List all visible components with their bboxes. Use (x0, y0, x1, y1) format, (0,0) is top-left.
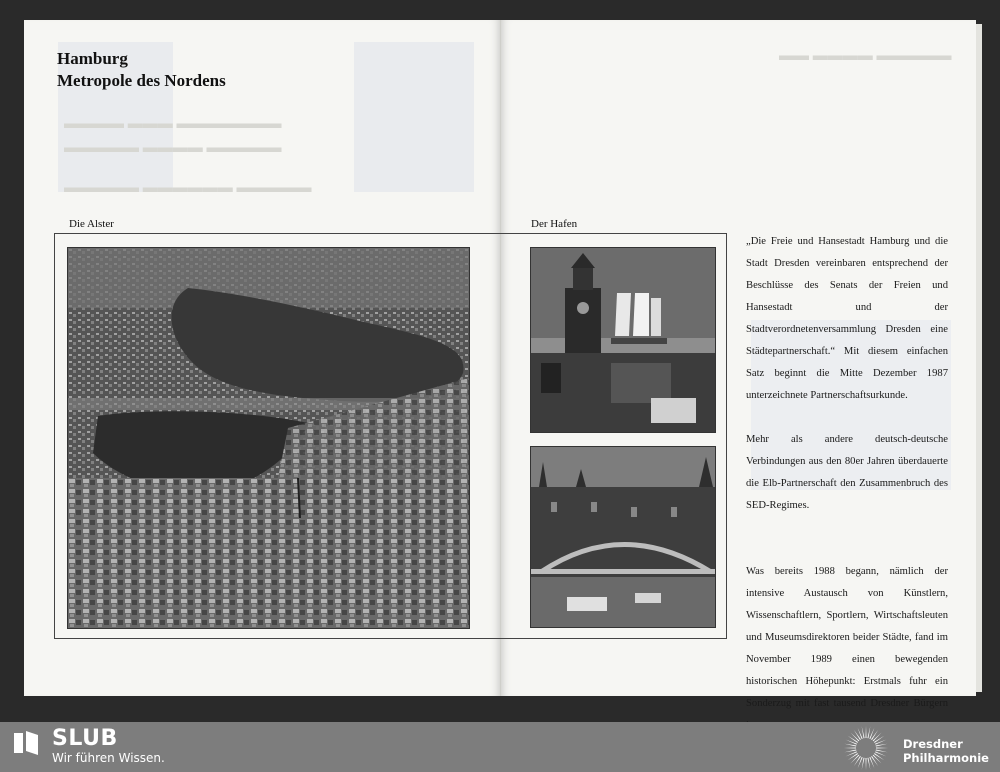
sunburst-ray (866, 726, 867, 738)
caption-hafen: Der Hafen (531, 218, 578, 230)
bleed-through-image (354, 42, 474, 192)
sunburst-ray (873, 755, 882, 764)
sunburst-ray (862, 726, 865, 738)
partner-name-line-1: Dresdner (903, 737, 963, 751)
frame-line-left (54, 233, 55, 639)
sunburst-ray (875, 751, 886, 756)
sunburst-ray (867, 758, 870, 770)
frame-line-top (54, 233, 727, 234)
sunburst-ray (854, 756, 861, 766)
frame-line-right (726, 233, 727, 639)
sunburst-ray (874, 753, 884, 760)
sunburst-ray (854, 730, 861, 740)
title-line-2: Metropole des Nordens (57, 71, 226, 90)
hafen-tower-photo (530, 247, 716, 433)
paragraph-3: Was bereits 1988 begann, nämlich der intensive Austausch von Künstlern, Wissenschaftlern, Sportlern, Wirtschaftsleuten und Museumsdirektoren beider Städte, fand im November 1989 einen bewegenden historischen Höhepunkt: Erstmals fuhr ein Sonderzug mit fast tausend Dresdner Bürgern (746, 566, 948, 709)
sunburst-ray (876, 748, 888, 749)
sunburst-ray (858, 757, 863, 768)
bleed-through-text: ▬▬▬▬▬ ▬▬▬▬ ▬▬▬▬▬ (64, 140, 282, 156)
partner-name-line-2: Philharmonie (903, 751, 989, 765)
hafen-bridge-photo (530, 446, 716, 628)
bleed-through-text: ▬▬ ▬▬▬▬ ▬▬▬▬▬ (779, 48, 952, 64)
paragraph-2: Mehr als andere deutsch-deutsche Verbindungen aus den 80er Jahren überdauerte die Elb-Partnerschaft den Zusammenbruch des SED-Regimes. (746, 434, 948, 511)
sunburst-ray (873, 732, 882, 741)
sunburst-ray (867, 726, 870, 738)
sunburst-ray (858, 728, 863, 739)
sunburst-ray (844, 744, 856, 747)
frame-line-bottom (54, 638, 727, 639)
sunburst-ray (869, 757, 874, 768)
sunburst-ray (848, 736, 858, 743)
slub-tagline: Wir führen Wissen. (52, 751, 165, 765)
article-text (746, 231, 948, 737)
sunburst-ray (875, 740, 886, 745)
book-icon (12, 729, 40, 757)
sunburst-ray (848, 753, 858, 760)
sunburst-logo (842, 724, 890, 772)
sunburst-ray (846, 740, 857, 745)
sunburst-ray (850, 755, 859, 764)
sunburst-ray (871, 730, 878, 740)
sunburst-ray (850, 732, 859, 741)
sunburst-ray (866, 758, 867, 770)
sunburst-ray (862, 758, 865, 770)
bleed-through-text: ▬▬▬▬▬ ▬▬▬▬▬▬ ▬▬▬▬▬ (64, 180, 312, 196)
caption-alster: Die Alster (69, 218, 114, 230)
sunburst-ray (844, 748, 856, 749)
sunburst-ray (876, 749, 888, 752)
slub-brand[interactable]: SLUB (52, 726, 118, 751)
sunburst-ray (846, 751, 857, 756)
page-title (57, 48, 226, 92)
title-line-1: Hamburg (57, 49, 128, 68)
sunburst-ray (874, 736, 884, 743)
alster-aerial-photo (67, 247, 470, 629)
partner-name[interactable] (903, 737, 989, 765)
bleed-through-text: ▬▬▬▬ ▬▬▬ ▬▬▬▬▬▬▬ (64, 116, 282, 132)
sunburst-ray (869, 728, 874, 739)
sunburst-ray (871, 756, 878, 766)
sunburst-ray (844, 749, 856, 752)
sunburst-ray (876, 744, 888, 747)
paragraph-1: „Die Freie und Hansestadt Hamburg und die Stadt Dresden vereinbaren entsprechend der Beschlüsse des Senats der Freien und Hansestadt und der Stadtverordnetenversammlung Dresden eine Städtepartnerschaft.“ Mit diesem einfachen Satz beginnt die Mitte Dezember 1987 unterzeichnete Partnerschaftsurkunde. (746, 236, 948, 401)
